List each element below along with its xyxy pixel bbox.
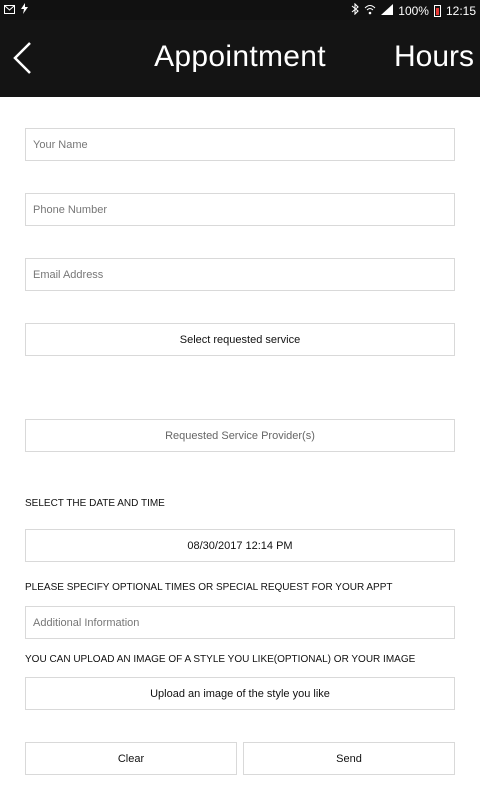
- phone-input[interactable]: [25, 193, 455, 226]
- select-service-button[interactable]: Select requested service: [25, 323, 455, 356]
- special-request-label: PLEASE SPECIFY OPTIONAL TIMES OR SPECIAL REQUEST FOR YOUR APPT: [25, 582, 393, 593]
- status-time: 12:15: [445, 3, 476, 18]
- service-provider-button[interactable]: Requested Service Provider(s): [25, 419, 455, 452]
- status-bar: [0, 0, 480, 20]
- page-title: Appointment: [154, 40, 326, 73]
- status-left: [4, 3, 28, 17]
- hours-button[interactable]: Hours: [393, 40, 474, 73]
- battery-icon: [434, 5, 441, 17]
- bluetooth-icon: [351, 3, 359, 18]
- app-header: [0, 20, 480, 97]
- email-input[interactable]: [25, 258, 455, 291]
- name-input[interactable]: [25, 128, 455, 161]
- battery-percent: 100%: [398, 3, 429, 18]
- lightning-icon: [21, 3, 28, 17]
- additional-information-input[interactable]: [25, 606, 455, 639]
- date-time-label: SELECT THE DATE AND TIME: [25, 498, 165, 509]
- signal-icon: [381, 4, 393, 18]
- clear-button[interactable]: Clear: [25, 742, 237, 775]
- date-time-picker[interactable]: 08/30/2017 12:14 PM: [25, 529, 455, 562]
- send-button[interactable]: Send: [243, 742, 455, 775]
- upload-image-button[interactable]: Upload an image of the style you like: [25, 677, 455, 710]
- mail-icon: [4, 3, 15, 17]
- upload-label: YOU CAN UPLOAD AN IMAGE OF A STYLE YOU LIKE(OPTIONAL) OR YOUR IMAGE: [25, 654, 416, 665]
- status-right: [351, 3, 476, 18]
- wifi-icon: [364, 4, 376, 18]
